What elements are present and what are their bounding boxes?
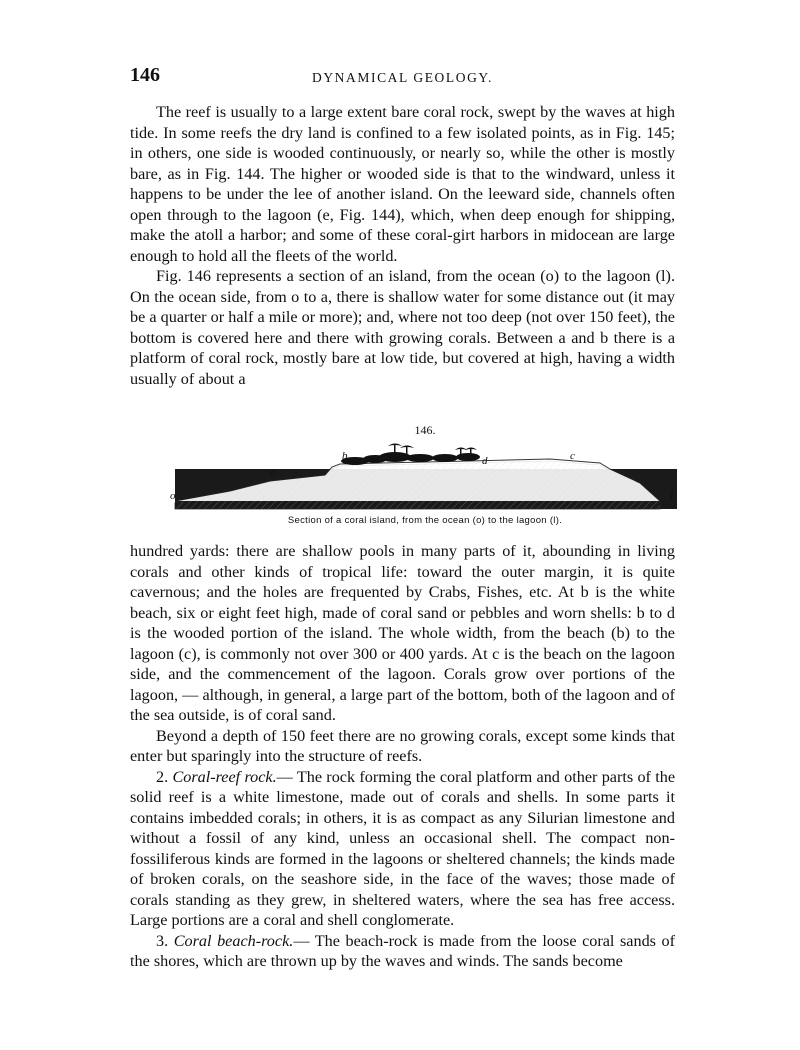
paragraph: The reef is usually to a large extent bare coral rock, swept by the waves at high tide. In some reefs the dry land is confined to a few isolated points, as in Fig. 145; in others, one side is wooded continuously, or nearly so, while the other is mostly bare, as in Fig. 144. The higher or wooded side is that to the windward, unless it happens to be under the lee of another island. On the leeward side, channels often open through to the lagoon (e, Fig. 144), which, when deep enough for shipping, make the atoll a harbor; and some of these coral-girt harbors in midocean are large enough to hold all the fleets of the world. [130,103,675,265]
label-d: d [482,455,488,467]
label-c: c [570,450,575,462]
section-number: 2. [156,767,169,786]
section-number: 3. [156,931,169,950]
section-text: — The rock forming the coral platform and other parts of the solid reef is a white limestone, made out of corals and shells. In some parts it contains imbedded corals; in others, it is as compact as any Silurian limestone and without a fossil of any kind, unless an occasional shell. The compact non-fossiliferous kinds are formed in the lagoons or sheltered channels; the kinds made of broken corals, on the seashore side, in the face of the waves; those made of corals standing as they grew, in sheltered waters, where the sea has free access. Large portions are a coral and shell conglomerate. [130,767,676,929]
label-a: a [270,466,276,478]
coral-island-section-diagram [170,437,680,513]
running-title: DYNAMICAL GEOLOGY. [311,70,494,85]
section-coral-reef-rock [130,767,675,931]
paragraph: Beyond a depth of 150 feet there are no growing corals, except some kinds that enter but sparingly into the structure of reefs. [130,726,675,765]
section-coral-beach-rock [130,931,675,972]
label-l: l [670,490,674,502]
section-title: Coral beach-rock. [173,931,294,950]
page-number: 146 [130,64,160,86]
paragraph: Fig. 146 represents a section of an island, from the ocean (o) to the lagoon (l). On the ocean side, from o to a, there is shallow water for some distance out (it may be a quarter or half a mile or more); and, where not too deep (not over 150 feet), the bottom is covered here and there with growing corals. Between a and b there is a platform of coral rock, mostly bare at low tide, but covered at high, having a width usually of about a [130,267,675,388]
figure-146 [170,423,680,533]
body-text-bottom [130,541,675,972]
figure-caption: Section of a coral island, from the ocean (o) to the lagoon (l). [287,515,563,526]
section-title: Coral-reef rock. [172,767,277,786]
body-text-top [130,102,675,389]
section-text: — The beach-rock is made from the loose coral sands of the shores, which are thrown up by the waves and winds. The sands become [130,931,676,970]
paragraph: hundred yards: there are shallow pools in many parts of it, abounding in living corals and other kinds of tropical life: toward the outer margin, it is quite cavernous; and the holes are frequented by Crabs, Fishes, etc. At b is the white beach, six or eight feet high, made of coral sand or pebbles and worn shells: b to d is the wooded portion of the island. The whole width, from the beach (b) to the lagoon (c), is commonly not over 300 or 400 yards. At c is the beach on the lagoon side, and the commencement of the lagoon. Corals grow over portions of the lagoon, — although, in general, a large part of the bottom, both of the lagoon and of the sea outside, is of coral sand. [130,542,675,724]
running-head [130,64,675,90]
label-o: o [170,490,176,502]
label-b: b [342,450,348,462]
figure-number: 146. [414,423,436,437]
